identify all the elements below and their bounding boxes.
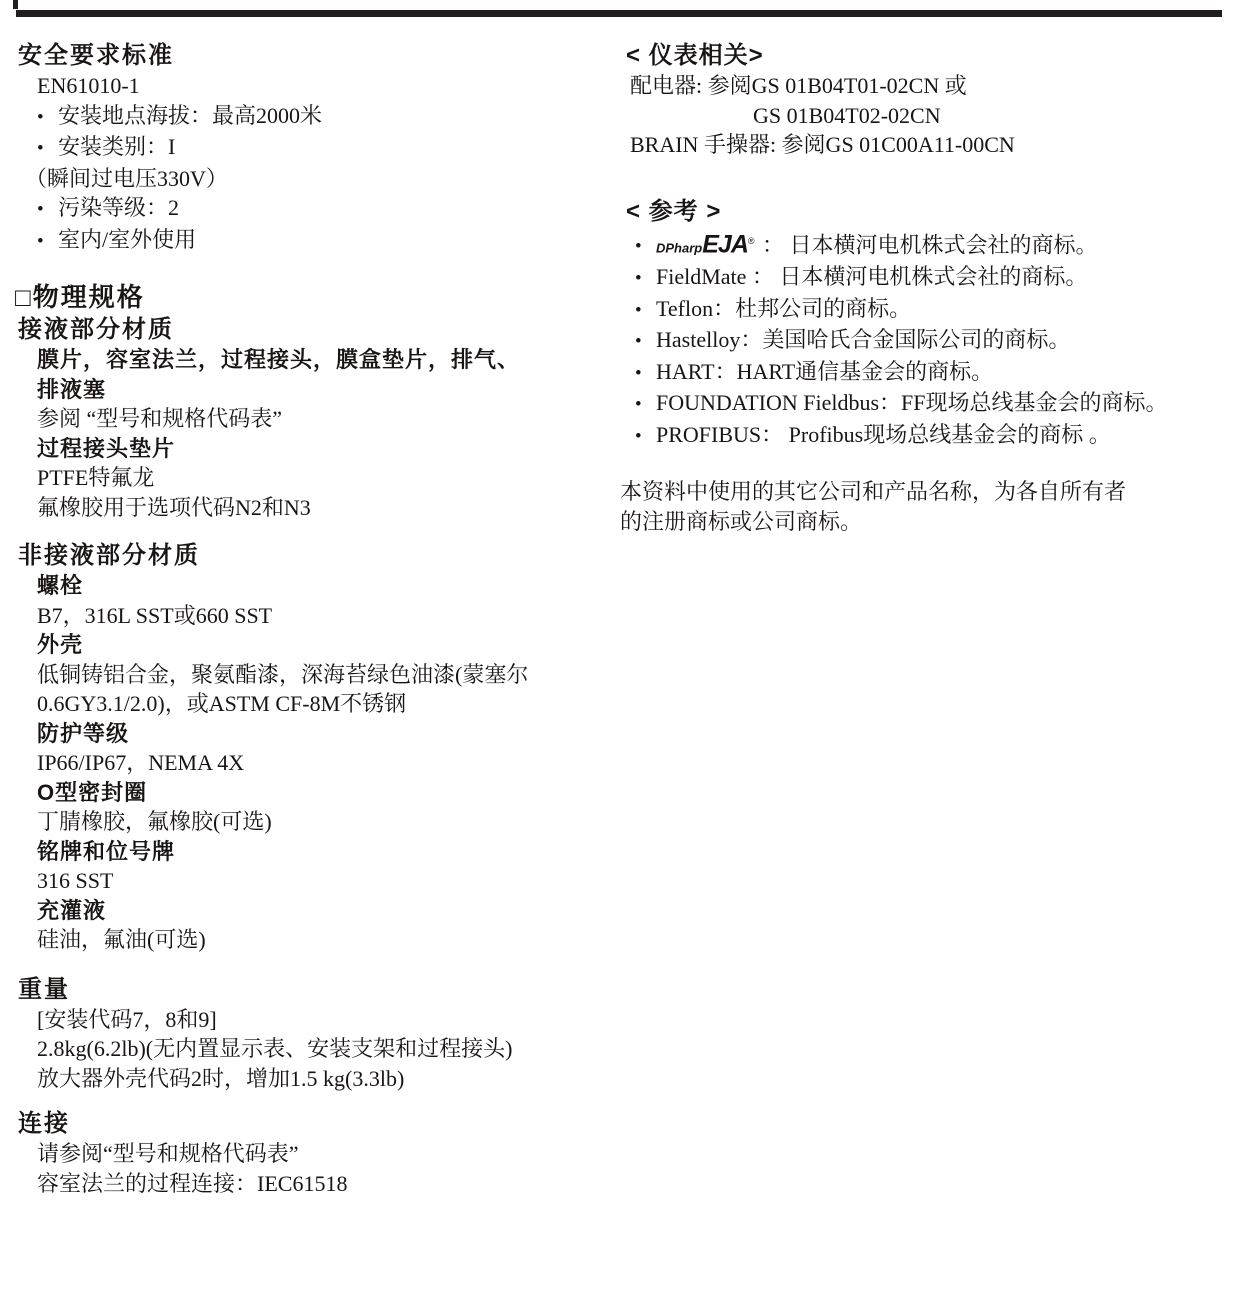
spec-bullet-item: [15, 101, 615, 133]
line-text: EN61010-1: [37, 73, 140, 98]
spec-line: [15, 866, 615, 896]
line-text: 过程接头垫片: [37, 435, 176, 461]
line-text: 膜片，容室法兰，过程接头，膜盒垫片，排气、: [37, 347, 521, 372]
line-text: 室内/室外使用: [58, 226, 197, 252]
line-text: 重量: [18, 975, 70, 1003]
line-text: 连接: [18, 1110, 70, 1137]
line-text: 本资料中使用的其它公司和产品名称，为各自所有者: [620, 479, 1127, 505]
trademark-item: [620, 325, 1235, 357]
trademark-item: [620, 262, 1235, 294]
line-text: 螺栓: [37, 573, 84, 598]
registered-mark-icon: ®: [747, 235, 755, 246]
line-text: 非接液部分材质: [18, 542, 200, 569]
line-text: Hastelloy：美国哈氏合金国际公司的商标。: [656, 327, 1071, 353]
trademark-item: [620, 227, 1235, 263]
notice-line: [620, 507, 1235, 537]
bullet-icon: •: [37, 138, 44, 159]
trademark-item: [620, 420, 1235, 452]
spec-subheading: [15, 434, 615, 464]
spec-line: [15, 1005, 615, 1035]
line-text: 0.6GY3.1/2.0)，或ASTM CF-8M不锈钢: [37, 691, 407, 716]
spec-subheading: [15, 719, 615, 749]
section-heading: [15, 40, 615, 71]
spec-line: [15, 404, 615, 434]
line-text: 配电器: 参阅GS 01B04T01-02CN 或: [630, 73, 967, 98]
section-heading: [620, 40, 1235, 71]
bullet-icon: •: [635, 268, 642, 290]
bullet-icon: •: [37, 106, 44, 128]
bullet-icon: •: [635, 362, 642, 384]
spec-subheading: [15, 375, 615, 405]
trademark-item: [620, 357, 1235, 389]
line-text: 接液部分材质: [18, 316, 174, 343]
header-rule-bar: [16, 10, 1222, 17]
spec-line: [15, 601, 615, 631]
spec-subheading: [15, 896, 615, 926]
line-text: 丁腈橡胶，氟橡胶(可选): [37, 809, 272, 834]
line-text: □物理规格: [15, 282, 145, 312]
spec-subheading: [15, 571, 615, 601]
spec-line: [15, 493, 615, 523]
line-text: 参阅 “型号和规格代码表”: [37, 406, 283, 431]
line-text: 硅油，氟油(可选): [37, 927, 206, 952]
bullet-icon: •: [635, 394, 642, 416]
line-text: 排液塞: [37, 376, 107, 402]
line-text: 的注册商标或公司商标。: [620, 508, 863, 534]
spec-bullet-item: [15, 132, 615, 164]
spec-line: [15, 164, 615, 194]
reference-line: [620, 130, 1235, 160]
right-column: [620, 40, 1235, 536]
line-text: 316 SST: [37, 868, 114, 893]
line-text: FieldMate ： 日本横河电机株式会社的商标。: [656, 264, 1088, 290]
left-column: [15, 40, 615, 1198]
line-text: PTFE特氟龙: [37, 465, 155, 490]
logo-eja-text: EJA: [702, 229, 748, 258]
bullet-icon: •: [635, 299, 642, 321]
line-text: B7，316L SST或660 SST: [37, 602, 273, 628]
line-text: < 参考 >: [626, 197, 722, 225]
bullet-icon: •: [635, 331, 642, 353]
line-text: HART：HART通信基金会的商标。: [656, 358, 994, 384]
line-text: IP66/IP67，NEMA 4X: [37, 750, 245, 775]
line-text: 铭牌和位号牌: [37, 838, 176, 864]
spec-bullet-item: [15, 225, 615, 257]
notice-line: [620, 477, 1235, 507]
spec-subheading: [15, 630, 615, 660]
section-heading: [15, 314, 615, 345]
bullet-icon: •: [635, 425, 642, 447]
line-text: 低铜铸铝合金，聚氨酯漆，深海苔绿色油漆(蒙塞尔: [37, 661, 529, 687]
line-text: 安全要求标准: [18, 42, 174, 69]
section-heading: [15, 540, 615, 571]
spec-subheading: [15, 837, 615, 867]
section-heading: [620, 196, 1235, 227]
spec-line: [15, 689, 615, 719]
spec-line: [15, 463, 615, 493]
spec-line: [15, 925, 615, 955]
line-text: 请参阅“型号和规格代码表”: [37, 1141, 299, 1166]
line-text: FOUNDATION Fieldbus：FF现场总线基金会的商标。: [656, 390, 1168, 416]
bullet-icon: •: [635, 235, 642, 257]
line-text: 安装类别：I: [58, 134, 176, 159]
spec-line: [15, 1064, 615, 1094]
page-crop-mark: [13, 0, 18, 9]
bullet-icon: •: [37, 199, 44, 220]
bullet-icon: •: [37, 230, 44, 252]
line-text: 充灌液: [37, 897, 107, 923]
line-text: < 仪表相关>: [626, 42, 764, 69]
line-text: [安装代码7，8和9]: [37, 1006, 217, 1032]
line-text: O型密封圈: [37, 779, 148, 805]
section-heading: [15, 1108, 615, 1139]
section-heading: [15, 280, 615, 314]
reference-line: [620, 101, 1235, 131]
line-text: GS 01B04T02-02CN: [753, 102, 941, 128]
line-text: 2.8kg(6.2lb)(无内置显示表、安装支架和过程接头): [37, 1036, 513, 1061]
spec-subheading: [15, 345, 615, 375]
spec-line: [15, 71, 615, 101]
spec-line: [15, 1169, 615, 1199]
trademark-item: [620, 294, 1235, 326]
line-text: 安装地点海拔：最高2000米: [58, 102, 323, 128]
spec-line: [15, 1139, 615, 1169]
line-text: （瞬间过电压330V）: [25, 165, 228, 191]
spec-line: [15, 660, 615, 690]
line-text: PROFIBUS： Profibus现场总线基金会的商标 。: [656, 421, 1111, 447]
line-text: 氟橡胶用于选项代码N2和N3: [37, 494, 311, 520]
line-text: 防护等级: [37, 720, 130, 746]
spec-bullet-item: [15, 193, 615, 225]
line-text: 外壳: [37, 632, 84, 657]
line-text: ： 日本横河电机株式会社的商标。: [756, 231, 1098, 257]
spec-line: [15, 748, 615, 778]
line-text: 污染等级：2: [58, 195, 180, 220]
reference-line: [620, 71, 1235, 101]
line-text: BRAIN 手操器: 参阅GS 01C00A11-00CN: [630, 132, 1015, 157]
spec-subheading: [15, 778, 615, 808]
spec-line: [15, 807, 615, 837]
spec-line: [15, 1034, 615, 1064]
section-heading: [15, 974, 615, 1005]
line-text: 放大器外壳代码2时，增加1.5 kg(3.3lb): [37, 1065, 405, 1091]
dpharp-eja-logo: [656, 227, 755, 263]
line-text: 容室法兰的过程连接：IEC61518: [37, 1170, 348, 1196]
line-text: Teflon：杜邦公司的商标。: [656, 295, 912, 321]
trademark-item: [620, 388, 1235, 420]
logo-dpharp-text: DPharp: [656, 239, 703, 255]
